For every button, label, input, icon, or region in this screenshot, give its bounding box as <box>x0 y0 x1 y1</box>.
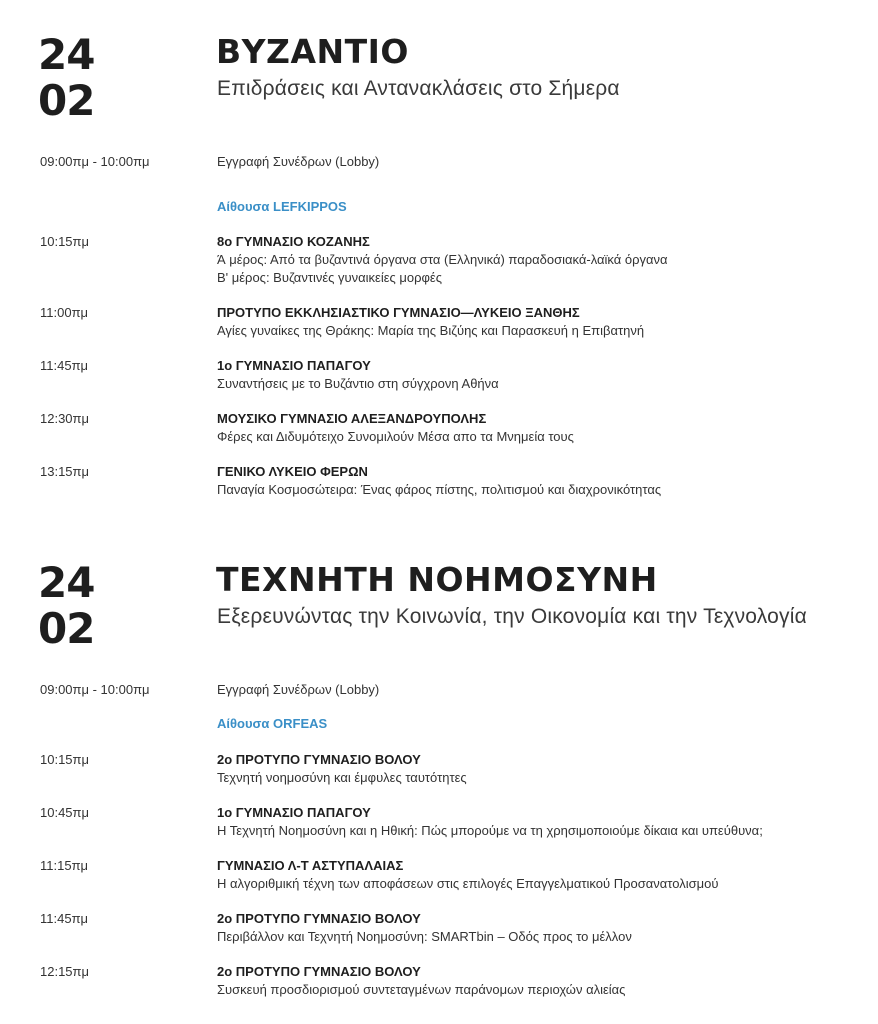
item-description: Ά μέρος: Από τα βυζαντινά όργανα στα (Ελληνικά) παραδοσιακά-λαϊκά όργανα <box>217 252 668 267</box>
session-title: ΤΕΧΝΗΤΗ ΝΟΗΜΟΣΥΝΗ <box>216 560 658 599</box>
item-description: Παναγία Κοσμοσώτειρα: Ένας φάρος πίστης, πολιτισμού και διαχρονικότητας <box>217 482 662 497</box>
item-school: 1ο ΓΥΜΝΑΣΙΟ ΠΑΠΑΓΟΥ <box>217 358 371 373</box>
registration-label: Εγγραφή Συνέδρων (Lobby) <box>217 682 380 697</box>
date-day: 24 <box>38 558 95 607</box>
registration-time: 09:00πμ - 10:00πμ <box>40 154 150 169</box>
registration-time: 09:00πμ - 10:00πμ <box>40 682 150 697</box>
item-time: 12:15πμ <box>40 964 89 979</box>
item-school: ΓΕΝΙΚΟ ΛΥΚΕΙΟ ΦΕΡΩΝ <box>217 464 368 479</box>
item-school: 2ο ΠΡΟΤΥΠΟ ΓΥΜΝΑΣΙΟ ΒΟΛΟΥ <box>217 911 421 926</box>
item-description: Περιβάλλον και Τεχνητή Νοημοσύνη: SMARTbin – Οδός προς το μέλλον <box>217 929 632 944</box>
registration-label: Εγγραφή Συνέδρων (Lobby) <box>217 154 380 169</box>
date-month: 02 <box>38 76 95 125</box>
item-time: 10:15πμ <box>40 234 89 249</box>
item-school: ΓΥΜΝΑΣΙΟ Λ-Τ ΑΣΤΥΠΑΛΑΙΑΣ <box>217 858 404 873</box>
item-time: 12:30πμ <box>40 411 89 426</box>
session-title: ΒΥΖΑΝΤΙΟ <box>216 32 409 71</box>
item-school: ΜΟΥΣΙΚΟ ΓΥΜΝΑΣΙΟ ΑΛΕΞΑΝΔΡΟΥΠΟΛΗΣ <box>217 411 487 426</box>
item-time: 11:00πμ <box>40 305 89 320</box>
item-description: Συσκευή προσδιορισμού συντεταγμένων παράνομων περιοχών αλιείας <box>217 982 626 997</box>
item-school: 2ο ΠΡΟΤΥΠΟ ΓΥΜΝΑΣΙΟ ΒΟΛΟΥ <box>217 964 421 979</box>
item-time: 11:15πμ <box>40 858 89 873</box>
item-time: 13:15πμ <box>40 464 89 479</box>
session-date <box>38 560 94 652</box>
room-label: Αίθουσα LEFKIPPOS <box>217 199 347 214</box>
item-time: 10:15πμ <box>40 752 89 767</box>
session-date <box>38 32 94 124</box>
room-label: Αίθουσα ORFEAS <box>217 716 328 731</box>
item-description: Τεχνητή νοημοσύνη και έμφυλες ταυτότητες <box>217 770 467 785</box>
item-school: 8ο ΓΥΜΝΑΣΙΟ ΚΟΖΑΝΗΣ <box>217 234 370 249</box>
session-subtitle: Επιδράσεις και Αντανακλάσεις στο Σήμερα <box>217 77 620 100</box>
item-school: ΠΡΟΤΥΠΟ ΕΚΚΛΗΣΙΑΣΤΙΚΟ ΓΥΜΝΑΣΙΟ—ΛΥΚΕΙΟ ΞΑΝΘΗΣ <box>217 305 580 320</box>
date-month: 02 <box>38 604 95 653</box>
item-school: 2ο ΠΡΟΤΥΠΟ ΓΥΜΝΑΣΙΟ ΒΟΛΟΥ <box>217 752 421 767</box>
item-description: Συναντήσεις με το Βυζάντιο στη σύγχρονη Αθήνα <box>217 376 499 391</box>
item-description: Η αλγοριθμική τέχνη των αποφάσεων στις επιλογές Επαγγελματικού Προσανατολισμού <box>217 876 719 891</box>
session-subtitle: Εξερευνώντας την Κοινωνία, την Οικονομία και την Τεχνολογία <box>217 605 807 628</box>
item-time: 11:45πμ <box>40 911 89 926</box>
date-day: 24 <box>38 30 95 79</box>
item-description: Η Τεχνητή Νοημοσύνη και η Ηθική: Πώς μπορούμε να τη χρησιμοποιούμε δίκαια και υπεύθυνα; <box>217 823 763 838</box>
item-description: Β' μέρος: Βυζαντινές γυναικείες μορφές <box>217 270 442 285</box>
item-description: Αγίες γυναίκες της Θράκης: Μαρία της Βιζύης και Παρασκευή η Επιβατηνή <box>217 323 645 338</box>
item-time: 10:45πμ <box>40 805 89 820</box>
item-description: Φέρες και Διδυμότειχο Συνομιλούν Μέσα απο τα Μνημεία τους <box>217 429 574 444</box>
item-time: 11:45πμ <box>40 358 89 373</box>
item-school: 1ο ΓΥΜΝΑΣΙΟ ΠΑΠΑΓΟΥ <box>217 805 371 820</box>
